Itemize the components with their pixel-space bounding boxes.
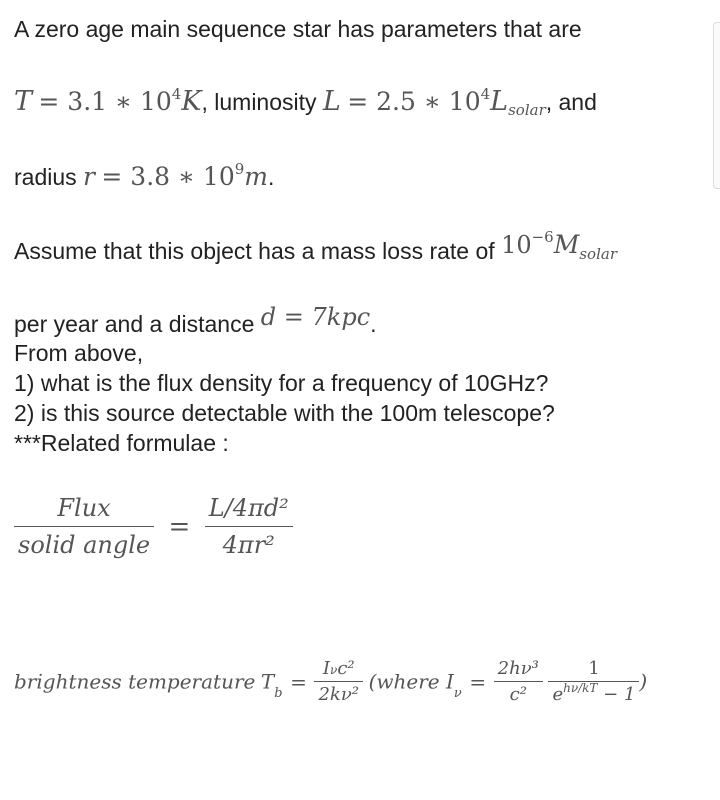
exp-denominator [548, 682, 639, 705]
exp-exponent: hν/kT [563, 681, 598, 695]
mass-loss-line [14, 228, 617, 265]
brightness-temperature-label: brightness temperature [14, 669, 256, 694]
math-L-exponent: 4 [480, 85, 491, 103]
flux-denominator: solid angle [18, 531, 151, 559]
planck-numerator: 2hν³ [494, 658, 543, 682]
math-mdot-base: 10 [501, 231, 532, 259]
question-2: 2) is this source detectable with the 100m telescope? [14, 400, 555, 426]
math-T: T [14, 86, 33, 117]
planck-fraction [494, 658, 543, 705]
tb-equals: = [290, 669, 307, 694]
math-r-unit: m [244, 162, 269, 191]
tb-denominator: 2kν² [318, 684, 360, 705]
period-text: . [268, 164, 275, 190]
where-equals: = [469, 669, 487, 694]
exp-minus-one: − 1 [597, 684, 636, 705]
per-year-text: per year and a distance [14, 311, 255, 337]
math-distance: d = 7kpc [260, 303, 371, 331]
flux-equals: = [168, 511, 191, 542]
math-T-exponent: 4 [171, 85, 182, 103]
luminosity-numerator: L/4πd² [205, 494, 293, 527]
tb-symbol: T [260, 669, 275, 694]
math-L-subscript: solar [508, 101, 546, 119]
tb-numerator-nu: ν [330, 663, 338, 677]
tb-subscript: b [274, 685, 283, 701]
math-L-symbol: L [490, 86, 509, 117]
math-L: L [322, 86, 341, 117]
from-above-text: From above, [14, 340, 144, 366]
exp-fraction [548, 658, 639, 705]
tb-numerator-c2: c² [337, 658, 355, 679]
scrollbar[interactable] [713, 22, 720, 189]
intro-line: A zero age main sequence star has parameters that are [14, 16, 582, 42]
tb-numerator-I: I [322, 658, 331, 679]
math-mdot-exponent: −6 [531, 228, 554, 246]
flux-numerator: Flux [14, 494, 154, 527]
distance-line [14, 303, 377, 338]
math-T-value: = 3.1 ∗ 10 [38, 87, 172, 116]
math-r: r [83, 162, 95, 191]
luminosity-text: , luminosity [201, 89, 317, 115]
tb-fraction [314, 658, 363, 705]
assume-text: Assume that this object has a mass loss rate of [14, 238, 495, 264]
formula-brightness-temperature [14, 658, 647, 705]
planck-denominator: c² [509, 684, 527, 705]
where-text: (where I [368, 669, 454, 694]
radius-line [14, 162, 274, 191]
flux-fraction [14, 494, 154, 559]
radius-text: radius [14, 164, 77, 190]
math-mdot-symbol: M [553, 230, 580, 259]
math-mdot-subscript: solar [579, 245, 617, 263]
and-text: , and [545, 89, 597, 115]
luminosity-fraction [205, 494, 293, 559]
related-formulae-heading: ***Related formulae : [14, 430, 229, 456]
math-T-unit: K [181, 86, 202, 117]
math-r-value: = 3.8 ∗ 10 [101, 162, 235, 191]
exp-e: e [552, 684, 564, 705]
tb-numerator [314, 658, 363, 682]
math-r-exponent: 9 [234, 160, 245, 178]
where-subscript: ν [453, 685, 462, 701]
formula-flux [14, 494, 293, 559]
question-1: 1) what is the flux density for a frequency of 10GHz? [14, 370, 549, 396]
period-text-2: . [370, 311, 377, 337]
close-paren: ) [639, 669, 648, 694]
math-L-value: = 2.5 ∗ 10 [347, 87, 481, 116]
parameters-line [14, 86, 597, 117]
luminosity-denominator: 4πr² [222, 531, 275, 559]
exp-numerator: 1 [548, 658, 639, 682]
